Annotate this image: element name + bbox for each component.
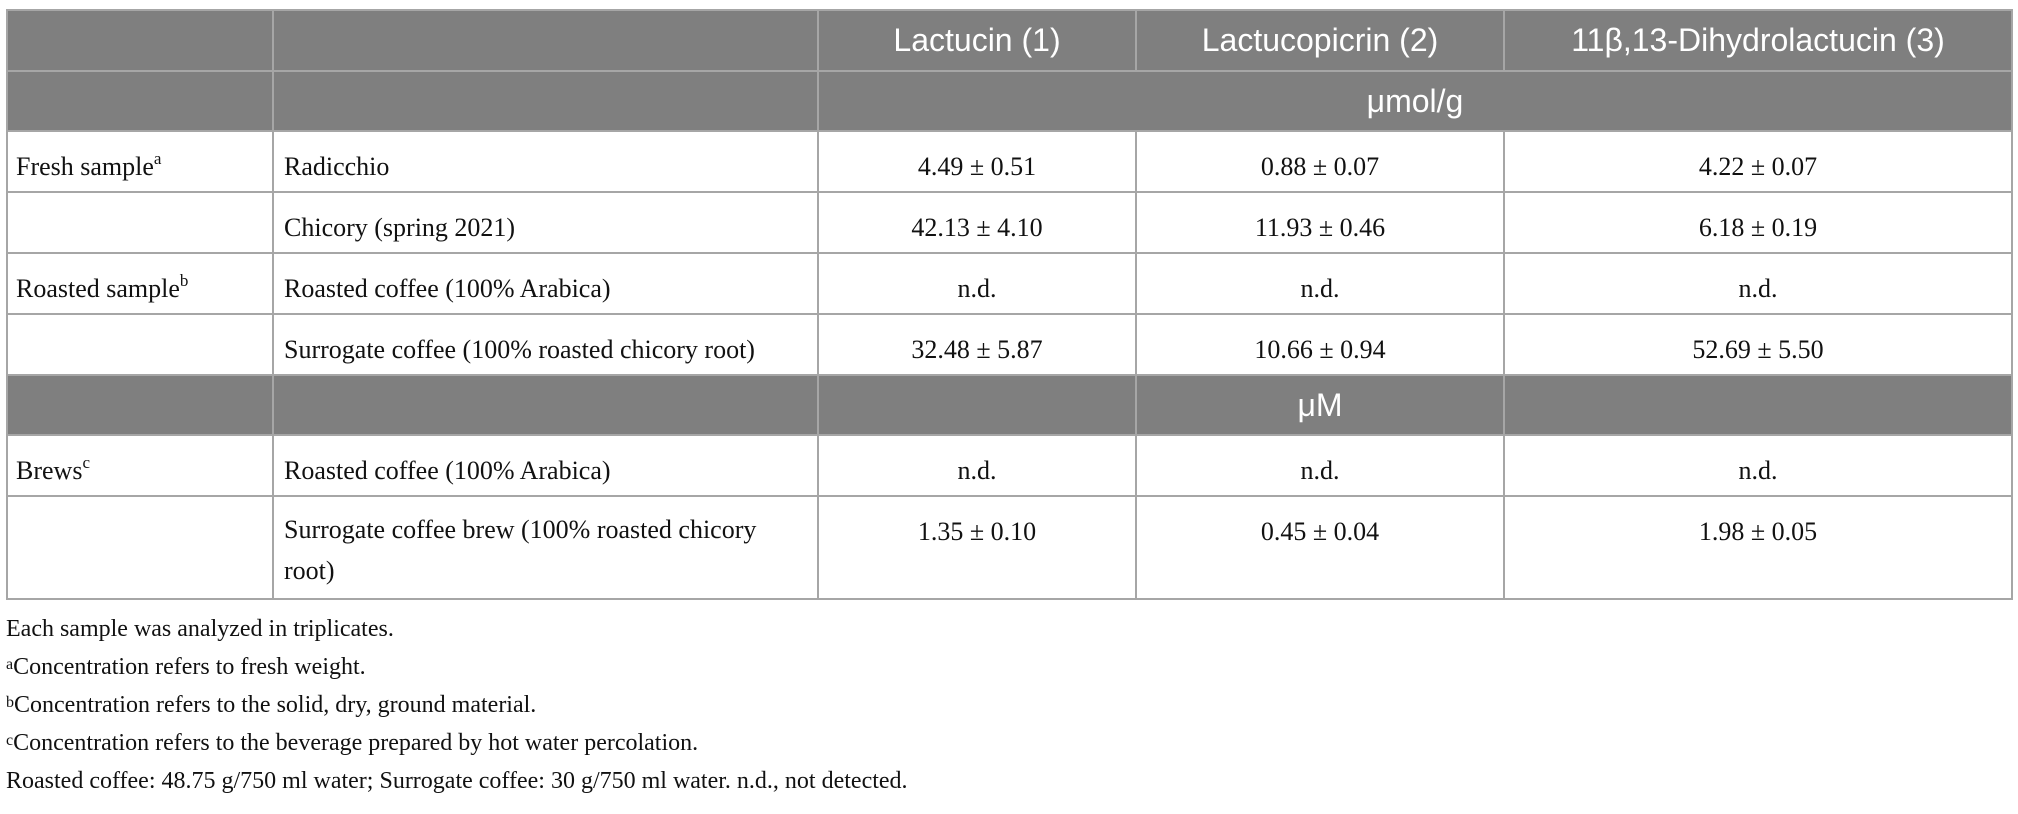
sample-name: Surrogate coffee (100% roasted chicory root) [273,314,818,375]
table-row [7,496,2012,599]
lactucopicrin-value: 0.88 ± 0.07 [1136,131,1504,192]
footnote-quantities: Roasted coffee: 48.75 g/750 ml water; Surrogate coffee: 30 g/750 ml water. n.d., not detected. [6,768,908,794]
table-row [7,192,2012,253]
dihydrolactucin-value: n.d. [1504,253,2012,314]
unit-row-blank [1504,375,2012,435]
lactucopicrin-value: 11.93 ± 0.46 [1136,192,1504,253]
column-header-group [7,10,273,71]
column-header-dihydrolactucin: 11β,13-Dihydrolactucin (3) [1504,10,2012,71]
table-row [7,435,2012,496]
group-label-empty [7,314,273,375]
column-header-sample [273,10,818,71]
lactucin-value: 4.49 ± 0.51 [818,131,1136,192]
group-label-fresh [7,131,273,192]
group-label-empty [7,192,273,253]
group-label-roasted [7,253,273,314]
unit-row-blank [273,71,818,131]
footnote-text: Concentration refers to the solid, dry, ground material. [14,692,537,718]
dihydrolactucin-value: 4.22 ± 0.07 [1504,131,2012,192]
group-label-text: Brews [16,456,83,485]
concentration-table [6,9,2013,600]
sample-name: Surrogate coffee brew (100% roasted chicory root) [273,496,818,599]
group-label-text: Roasted sample [16,274,180,303]
table-row [7,253,2012,314]
column-header-lactucin: Lactucin (1) [818,10,1136,71]
lactucopicrin-value: n.d. [1136,253,1504,314]
unit-row-blank [818,375,1136,435]
table-row [7,314,2012,375]
unit-label-brew: μM [1136,375,1504,435]
column-header-row [7,10,2012,71]
dihydrolactucin-value: n.d. [1504,435,2012,496]
footnote-text: Concentration refers to fresh weight. [13,654,366,680]
footnote-marker: a [153,149,162,168]
lactucin-value: 1.35 ± 0.10 [818,496,1136,599]
footnote-marker: b [179,271,189,290]
lactucopicrin-value: 10.66 ± 0.94 [1136,314,1504,375]
group-label-brews [7,435,273,496]
dihydrolactucin-value: 1.98 ± 0.05 [1504,496,2012,599]
group-label-text: Fresh sample [16,152,154,181]
footnote-marker: c [82,453,90,472]
footnote-marker: c [6,732,14,749]
table-row [7,131,2012,192]
dihydrolactucin-value: 6.18 ± 0.19 [1504,192,2012,253]
footnote-marker: b [6,694,14,711]
lactucopicrin-value: n.d. [1136,435,1504,496]
lactucin-value: n.d. [818,435,1136,496]
unit-row-blank [7,375,273,435]
footnote-c [6,724,2011,762]
lactucin-value: 42.13 ± 4.10 [818,192,1136,253]
sample-name: Roasted coffee (100% Arabica) [273,253,818,314]
footnote-marker: a [6,656,14,673]
unit-row-solid [7,71,2012,131]
unit-label-solid: μmol/g [818,71,2012,131]
sample-name: Chicory (spring 2021) [273,192,818,253]
unit-row-blank [7,71,273,131]
column-header-lactucopicrin: Lactucopicrin (2) [1136,10,1504,71]
footnote-general: Each sample was analyzed in triplicates. [6,616,394,642]
group-label-empty [7,496,273,599]
sample-name: Roasted coffee (100% Arabica) [273,435,818,496]
table-footnotes [6,610,2011,800]
lactucopicrin-value: 0.45 ± 0.04 [1136,496,1504,599]
footnote-text: Concentration refers to the beverage prepared by hot water percolation. [13,730,699,756]
footnote-a [6,648,2011,686]
lactucin-value: n.d. [818,253,1136,314]
sample-name: Radicchio [273,131,818,192]
table-figure [6,9,2011,800]
lactucin-value: 32.48 ± 5.87 [818,314,1136,375]
dihydrolactucin-value: 52.69 ± 5.50 [1504,314,2012,375]
unit-row-blank [273,375,818,435]
footnote-b [6,686,2011,724]
unit-row-brew [7,375,2012,435]
